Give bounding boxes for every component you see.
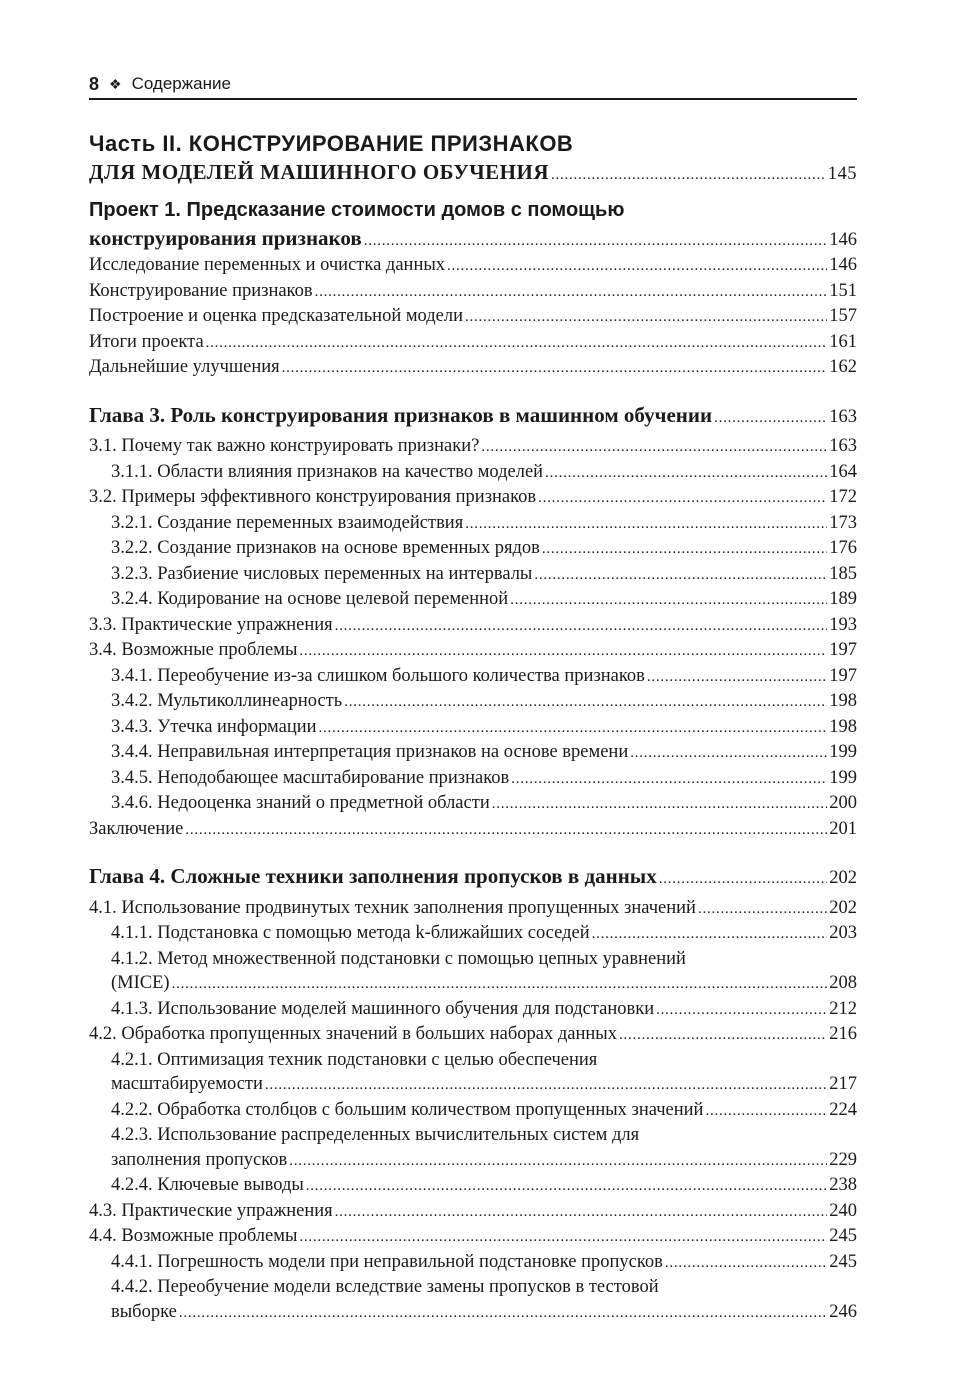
leader-dots [665,1251,827,1276]
entry-title-line1: 4.4.2. Переобучение модели вследствие замены пропусков в тестовой [111,1277,659,1297]
entry-title: 3.4.2. Мультиколлинеарность [111,691,343,711]
page-ref: 193 [829,614,857,635]
toc-subentry[interactable] [89,1275,857,1325]
toc-subentry[interactable] [89,921,857,947]
toc-entry[interactable] [89,279,857,305]
toc-entry[interactable] [89,485,857,511]
toc-subentry[interactable] [89,766,857,792]
project-title-line1: Проект 1. Предсказание стоимости домов с помощью [89,198,625,221]
page-ref: 173 [829,512,857,533]
page-ref: 201 [829,818,857,839]
page-ref: 203 [829,923,857,943]
page-ref: 146 [829,255,857,275]
leader-dots [319,716,828,741]
toc-subentry[interactable] [89,536,857,562]
entry-title: 4.1.3. Использование моделей машинного обучения для подстановки [111,998,655,1019]
toc-subentry[interactable] [89,1250,857,1276]
part-title-line1: Часть II. КОНСТРУИРОВАНИЕ ПРИЗНАКОВ [89,131,574,156]
leader-dots [538,486,827,511]
entry-title: Заключение [89,818,184,839]
page-ref: 185 [829,563,857,584]
leader-dots [185,818,827,843]
page-ref: 164 [829,461,857,482]
leader-dots [542,537,827,562]
leader-dots [335,1200,828,1225]
entry-title: 3.2.1. Создание переменных взаимодействия [111,512,464,533]
entry-title: 4.4. Возможные проблемы [89,1226,298,1246]
project-items [89,253,857,381]
entry-title: 3.4.4. Неправильная интерпретация признаков на основе времени [111,742,629,762]
toc-entry[interactable] [89,330,857,356]
leader-dots [551,163,826,188]
leader-dots [511,767,827,792]
leader-dots [315,280,828,305]
toc-subentry[interactable] [89,562,857,588]
toc-project-entry[interactable] [89,194,857,254]
page-ref: 163 [829,436,857,456]
leader-dots [545,461,827,486]
leader-dots [172,972,828,997]
leader-dots [335,614,828,639]
chapter3-items [89,434,857,842]
chapter4-items [89,896,857,1326]
toc-subentry[interactable] [89,587,857,613]
leader-dots [465,305,827,330]
page-ref: 189 [829,589,857,609]
page-ref: 172 [829,487,857,507]
page-ref: 202 [829,897,857,918]
toc-entry[interactable] [89,253,857,279]
page-ref: 161 [829,331,857,352]
toc-chapter-entry[interactable] [89,864,857,892]
toc-entry[interactable] [89,638,857,664]
running-header [89,70,857,100]
toc-subentry[interactable] [89,715,857,741]
table-of-contents [89,128,857,1325]
entry-title: масштабируемости [111,1074,263,1094]
leader-dots [299,639,827,664]
entry-title: Построение и оценка предсказательной модели [89,306,464,326]
leader-dots [306,1174,827,1199]
leader-dots [299,1225,827,1250]
entry-title: 4.4.1. Погрешность модели при неправильной подстановке пропусков [111,1251,663,1272]
toc-subentry[interactable] [89,460,857,486]
leader-dots [698,897,827,922]
part-title-line2: ДЛЯ МОДЕЛЕЙ МАШИННОГО ОБУЧЕНИЯ [89,160,549,184]
page-ref: 238 [829,1175,857,1195]
leader-dots [344,690,827,715]
page-number: 8 [89,73,100,94]
toc-entry[interactable] [89,355,857,381]
page-ref: 216 [829,1024,857,1044]
entry-title-line1: 4.1.2. Метод множественной подстановки с помощью цепных уравнений [111,948,686,969]
toc-subentry[interactable] [89,1173,857,1199]
leader-dots [364,229,828,254]
page-ref: 162 [829,357,857,377]
page-ref: 145 [827,164,857,184]
leader-dots [447,254,827,279]
page-ref: 224 [829,1099,857,1120]
toc-subentry[interactable] [89,1048,857,1098]
page-ref: 163 [829,406,857,427]
leader-dots [510,588,827,613]
leader-dots [179,1301,827,1326]
toc-entry[interactable] [89,1224,857,1250]
leader-dots [647,665,827,690]
entry-title: 4.1. Использование продвинутых техник заполнения пропущенных значений [89,897,696,918]
toc-entry[interactable] [89,304,857,330]
entry-title: 3.2. Примеры эффективного конструирования признаков [89,487,537,507]
page-ref: 200 [829,793,857,813]
page-ref: 157 [829,306,857,326]
entry-title: 3.4. Возможные проблемы [89,640,298,660]
page-ref: 199 [829,767,857,788]
page-ref: 212 [829,998,857,1019]
toc-subentry[interactable] [89,1098,857,1124]
toc-subentry[interactable] [89,791,857,817]
page-ref: 146 [829,229,857,250]
entry-title: 4.2.2. Обработка столбцов с большим количеством пропущенных значений [111,1099,704,1120]
page-ref: 176 [829,538,857,558]
toc-entry[interactable] [89,817,857,843]
chapter-title: Глава 3. Роль конструирования признаков в машинном обучении [89,402,713,427]
entry-title: (MICE) [111,973,170,993]
entry-title: выборке [111,1301,177,1322]
leader-dots [659,867,828,892]
toc-subentry[interactable] [89,740,857,766]
entry-title: 4.3. Практические упражнения [89,1200,333,1221]
leader-dots [630,741,827,766]
leader-dots [265,1073,827,1098]
toc-subentry[interactable] [89,689,857,715]
entry-title: 4.2.4. Ключевые выводы [111,1175,304,1195]
page-ref: 208 [829,973,857,993]
entry-title: 4.2. Обработка пропущенных значений в больших наборах данных [89,1024,617,1044]
leader-dots [481,435,827,460]
page-ref: 217 [829,1074,857,1094]
toc-entry[interactable] [89,896,857,922]
chapter-title: Глава 4. Сложные техники заполнения пропусков в данных [89,864,657,888]
toc-subentry[interactable] [89,664,857,690]
page-ref: 229 [829,1149,857,1170]
ornament-icon: ❖ [109,75,122,92]
entry-title-line1: 4.2.3. Использование распределенных вычислительных систем для [111,1125,640,1145]
toc-entry[interactable] [89,434,857,460]
toc-subentry[interactable] [89,947,857,997]
toc-entry[interactable] [89,613,857,639]
leader-dots [282,356,828,381]
entry-title: 3.4.6. Недооценка знаний о предметной области [111,793,490,813]
page-ref: 197 [829,665,857,686]
entry-title: 3.1.1. Области влияния признаков на качество моделей [111,461,544,482]
entry-title: Итоги проекта [89,331,204,352]
toc-chapter-entry[interactable] [89,403,857,431]
entry-title: 3.3. Практические упражнения [89,614,333,635]
page-ref: 198 [829,716,857,737]
leader-dots [465,512,827,537]
leader-dots [592,922,828,947]
entry-title: 3.2.3. Разбиение числовых переменных на интервалы [111,563,533,584]
entry-title: Исследование переменных и очистка данных [89,255,446,275]
page-ref: 245 [829,1251,857,1272]
page-ref: 199 [829,742,857,762]
entry-title: заполнения пропусков [111,1149,288,1170]
toc-entry[interactable] [89,1199,857,1225]
leader-dots [289,1149,827,1174]
page-ref: 197 [829,640,857,660]
leader-dots [492,792,828,817]
page-ref: 151 [829,280,857,301]
page-ref: 202 [829,868,857,888]
entry-title: 4.1.1. Подстановка с помощью метода k-ближайших соседей [111,923,590,943]
leader-dots [714,406,827,431]
entry-title: 3.4.3. Утечка информации [111,716,317,737]
entry-title: 3.4.1. Переобучение из-за слишком большого количества признаков [111,665,645,686]
page-ref: 198 [829,691,857,711]
toc-subentry[interactable] [89,511,857,537]
project-title-line2: конструирования признаков [89,225,362,250]
leader-dots [534,563,827,588]
entry-title: 3.1. Почему так важно конструировать признаки? [89,436,480,456]
entry-title: Дальнейшие улучшения [89,357,280,377]
page-ref: 245 [829,1226,857,1246]
entry-title: 3.4.5. Неподобающее масштабирование признаков [111,767,510,788]
leader-dots [705,1099,827,1124]
entry-title: Конструирование признаков [89,280,313,301]
leader-dots [206,331,828,356]
toc-subentry[interactable] [89,997,857,1023]
toc-part-entry[interactable] [89,128,857,188]
page-ref: 246 [829,1301,857,1322]
toc-subentry[interactable] [89,1123,857,1173]
page-ref: 240 [829,1200,857,1221]
toc-entry[interactable] [89,1022,857,1048]
entry-title: 3.2.2. Создание признаков на основе временных рядов [111,538,540,558]
running-header-title: Содержание [131,74,231,93]
leader-dots [619,1023,827,1048]
entry-title: 3.2.4. Кодирование на основе целевой переменной [111,589,509,609]
leader-dots [656,998,827,1023]
entry-title-line1: 4.2.1. Оптимизация техник подстановки с целью обеспечения [111,1049,598,1070]
